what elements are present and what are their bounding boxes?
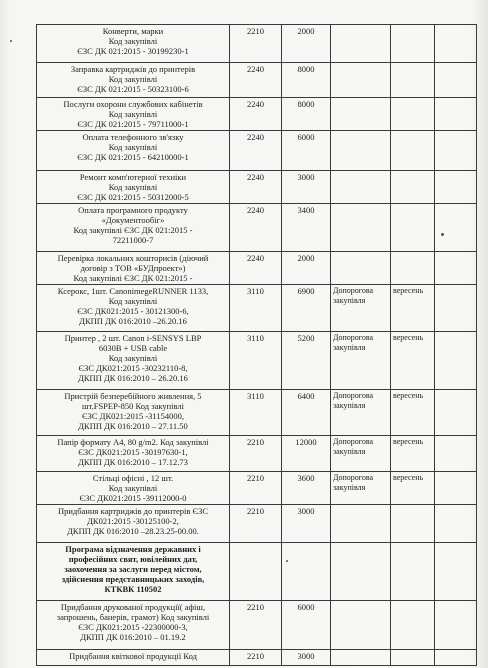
procurement-month: вересень	[391, 285, 435, 332]
description-line: Заправка картриджів до принтерів	[70, 64, 196, 74]
description-line: ЄЗС ДК 021:2015 - 30199230-1	[77, 46, 189, 56]
amount: 2000	[282, 252, 331, 285]
expense-code	[230, 543, 282, 601]
table-row	[37, 390, 477, 436]
expense-code: 2240	[230, 63, 282, 98]
item-description	[37, 601, 230, 650]
table-row	[37, 472, 477, 505]
notes-cell	[435, 285, 477, 332]
notes-cell	[435, 204, 477, 252]
table-row	[37, 204, 477, 252]
description-line: Конверти, марки	[102, 26, 164, 36]
item-description	[37, 390, 230, 436]
expense-code: 2210	[230, 601, 282, 650]
item-description	[37, 650, 230, 666]
item-description	[37, 98, 230, 131]
expense-code: 2240	[230, 98, 282, 131]
amount: 6400	[282, 390, 331, 436]
procurement-month: вересень	[391, 390, 435, 436]
expense-code: 3110	[230, 390, 282, 436]
procurement-procedure	[331, 204, 391, 252]
item-description	[37, 252, 230, 285]
description-line: 6030B + USB cable	[98, 343, 168, 353]
description-line: ДКПП ДК 016:2010 –26.20.16	[79, 316, 187, 326]
description-line: Код закупівлі	[108, 142, 158, 152]
procurement-month	[391, 171, 435, 204]
description-line: ЄЗС ДК 021:2015 - 50323100-6	[77, 84, 189, 94]
description-line: Код закупівлі	[108, 296, 158, 306]
description-line: Придбання квіткової продукції Код	[69, 651, 197, 661]
description-line: Код закупівлі	[108, 36, 158, 46]
description-line: Код закупівлі	[108, 109, 158, 119]
description-line: ЄЗС ДК021:2015 - 30121300-6,	[77, 306, 189, 316]
item-description	[37, 436, 230, 472]
expense-code: 2210	[230, 472, 282, 505]
amount: 5200	[282, 332, 331, 390]
amount: 3000	[282, 650, 331, 666]
amount: 6000	[282, 601, 331, 650]
procurement-month	[391, 601, 435, 650]
table-row	[37, 252, 477, 285]
scan-speck	[10, 40, 12, 42]
description-line: заохочення за заслуги перед містом,	[64, 564, 202, 574]
procedure-line: закупівля	[333, 401, 366, 410]
description-line: ДКПП ДК 016:2010 –28.23.25-00.00.	[67, 526, 199, 536]
description-line: «Документообіг»	[101, 215, 165, 225]
description-line: Ксерокс, 1шт. CanonimegeRUNNER 1133,	[57, 286, 209, 296]
procurement-procedure	[331, 131, 391, 171]
expense-code: 2210	[230, 650, 282, 666]
item-description	[37, 332, 230, 390]
procurement-procedure	[331, 505, 391, 543]
procurement-procedure	[331, 543, 391, 601]
table-row	[37, 505, 477, 543]
procedure-line: закупівля	[333, 296, 366, 305]
notes-cell	[435, 505, 477, 543]
description-line: ЄЗС ДК021:2015 -31154000,	[81, 411, 184, 421]
notes-cell	[435, 98, 477, 131]
notes-cell	[435, 436, 477, 472]
expense-code: 3110	[230, 332, 282, 390]
procedure-line: закупівля	[333, 483, 366, 492]
expense-code: 2240	[230, 131, 282, 171]
description-line: здійснення представницьких заходів,	[61, 574, 205, 584]
procurement-month	[391, 505, 435, 543]
procurement-procedure	[331, 285, 391, 332]
description-line: ДКПП ДК 016:2010 – 17.12.73	[78, 457, 188, 467]
expense-code: 2210	[230, 505, 282, 543]
amount: 12000	[282, 436, 331, 472]
amount: 8000	[282, 63, 331, 98]
notes-cell	[435, 543, 477, 601]
procurement-month	[391, 63, 435, 98]
description-line: ЄЗС ДК021:2015 -22300000-3,	[78, 622, 188, 632]
procurement-month	[391, 25, 435, 63]
amount: 3600	[282, 472, 331, 505]
procurement-procedure	[331, 98, 391, 131]
description-line: Оплата телефонного зв'язку	[82, 132, 184, 142]
amount	[282, 543, 331, 601]
procurement-procedure	[331, 390, 391, 436]
notes-cell	[435, 63, 477, 98]
amount: 3400	[282, 204, 331, 252]
amount: 2000	[282, 25, 331, 63]
procurement-procedure	[331, 650, 391, 666]
description-line: ЄЗС ДК 021:2015 - 50312000-5	[77, 192, 189, 202]
description-line: ДКПП ДК 016:2010 – 01.19.2	[80, 632, 186, 642]
table-row	[37, 543, 477, 601]
procedure-line: закупівля	[333, 447, 366, 456]
description-line: 72211000-7	[112, 235, 154, 245]
item-description	[37, 131, 230, 171]
notes-cell	[435, 601, 477, 650]
procurement-procedure	[331, 332, 391, 390]
description-line: ЄЗС ДК 021:2015 - 79711000-1	[77, 119, 189, 129]
procurement-procedure	[331, 63, 391, 98]
description-line: Оплата програмного продукту	[78, 205, 188, 215]
expense-code: 2210	[230, 436, 282, 472]
description-line: КТКВК 110502	[104, 584, 162, 594]
item-description	[37, 505, 230, 543]
item-description	[37, 543, 230, 601]
notes-cell	[435, 131, 477, 171]
procedure-line: Допорогова	[333, 437, 374, 446]
description-line: Придбання друкованої продукції( афіш,	[60, 602, 206, 612]
table-row	[37, 601, 477, 650]
notes-cell	[435, 171, 477, 204]
table-row	[37, 63, 477, 98]
table-row	[37, 98, 477, 131]
procurement-month: вересень	[391, 472, 435, 505]
procurement-procedure	[331, 171, 391, 204]
procurement-month: вересень	[391, 332, 435, 390]
procedure-line: Допорогова	[333, 391, 374, 400]
notes-cell	[435, 332, 477, 390]
description-line: ДК021:2015 -30125100-2,	[87, 516, 179, 526]
expense-code: 2240	[230, 171, 282, 204]
description-line: договір з ТОВ «БУДпроект»)	[80, 263, 186, 273]
description-line: ЄЗС ДК021:2015 -30197630-1,	[78, 447, 188, 457]
table-row	[37, 436, 477, 472]
description-line: ЄЗС ДК021:2015 -39112000-0	[79, 493, 187, 503]
expense-code: 2240	[230, 252, 282, 285]
description-line: Стільці офісні , 12 шт.	[92, 473, 174, 483]
description-line: Код закупівлі	[108, 182, 158, 192]
procurement-procedure	[331, 436, 391, 472]
table-row	[37, 171, 477, 204]
notes-cell	[435, 25, 477, 63]
procurement-month: вересень	[391, 436, 435, 472]
item-description	[37, 472, 230, 505]
notes-cell	[435, 650, 477, 666]
procurement-table	[36, 24, 477, 666]
description-line: шт.FSPEP-850 Код закупівлі	[81, 401, 185, 411]
table-row	[37, 131, 477, 171]
scan-speck	[441, 233, 444, 236]
amount: 6000	[282, 131, 331, 171]
description-line: Код закупівлі	[108, 483, 158, 493]
item-description	[37, 204, 230, 252]
procurement-month	[391, 204, 435, 252]
description-line: Код закупівлі	[108, 353, 158, 363]
procedure-line: закупівля	[333, 343, 366, 352]
description-line: Послуги охорони службових кабінетів	[63, 99, 203, 109]
procedure-line: Допорогова	[333, 333, 374, 342]
description-line: Перевірка локальних кошторисів (діючий	[57, 253, 209, 263]
table-row	[37, 332, 477, 390]
procurement-table-body	[37, 25, 477, 666]
procurement-procedure	[331, 25, 391, 63]
table-row	[37, 285, 477, 332]
description-line: Папір формату А4, 80 g/m2. Код закупівлі	[57, 437, 209, 447]
procurement-procedure	[331, 252, 391, 285]
procurement-month	[391, 252, 435, 285]
expense-code: 2210	[230, 25, 282, 63]
scan-speck	[286, 560, 288, 562]
amount: 8000	[282, 98, 331, 131]
description-line: ЄЗС ДК 021:2015 - 64210000-1	[77, 152, 189, 162]
procurement-month	[391, 131, 435, 171]
expense-code: 2240	[230, 204, 282, 252]
description-line: Код закупівлі ЄЗС ДК 021:2015 -	[73, 273, 193, 283]
item-description	[37, 285, 230, 332]
amount: 6900	[282, 285, 331, 332]
procedure-line: Допорогова	[333, 473, 374, 482]
item-description	[37, 171, 230, 204]
description-line: Придбання картриджів до принтерів ЄЗС	[57, 506, 209, 516]
expense-code: 3110	[230, 285, 282, 332]
description-line: Програма відзначення державних і	[65, 544, 201, 554]
description-line: Код закупівлі	[108, 74, 158, 84]
notes-cell	[435, 252, 477, 285]
notes-cell	[435, 390, 477, 436]
amount: 3000	[282, 505, 331, 543]
description-line: професійних свят, ювілейних дат,	[68, 554, 198, 564]
procurement-month	[391, 543, 435, 601]
description-line: Принтер , 2 шт. Canon i-SENSYS LBP	[64, 333, 202, 343]
description-line: Код закупівлі ЄЗС ДК 021:2015 -	[73, 225, 193, 235]
item-description	[37, 63, 230, 98]
amount: 3000	[282, 171, 331, 204]
description-line: запрошень, банерів, грамот) Код закупівлі	[56, 612, 210, 622]
description-line: ДКПП ДК 016:2010 – 27.11.50	[78, 421, 188, 431]
procurement-procedure	[331, 472, 391, 505]
table-row	[37, 650, 477, 666]
table-row	[37, 25, 477, 63]
item-description	[37, 25, 230, 63]
procurement-month	[391, 98, 435, 131]
description-line: Пристрій безперебійного живлення, 5	[64, 391, 202, 401]
notes-cell	[435, 472, 477, 505]
description-line: ДКПП ДК 016:2010 – 26.20.16	[78, 373, 188, 383]
description-line: ЄЗС ДК021:2015 -30232110-8,	[78, 363, 188, 373]
procurement-procedure	[331, 601, 391, 650]
procedure-line: Допорогова	[333, 286, 374, 295]
procurement-month	[391, 650, 435, 666]
description-line: Ремонт комп'ютерної техніки	[79, 172, 187, 182]
